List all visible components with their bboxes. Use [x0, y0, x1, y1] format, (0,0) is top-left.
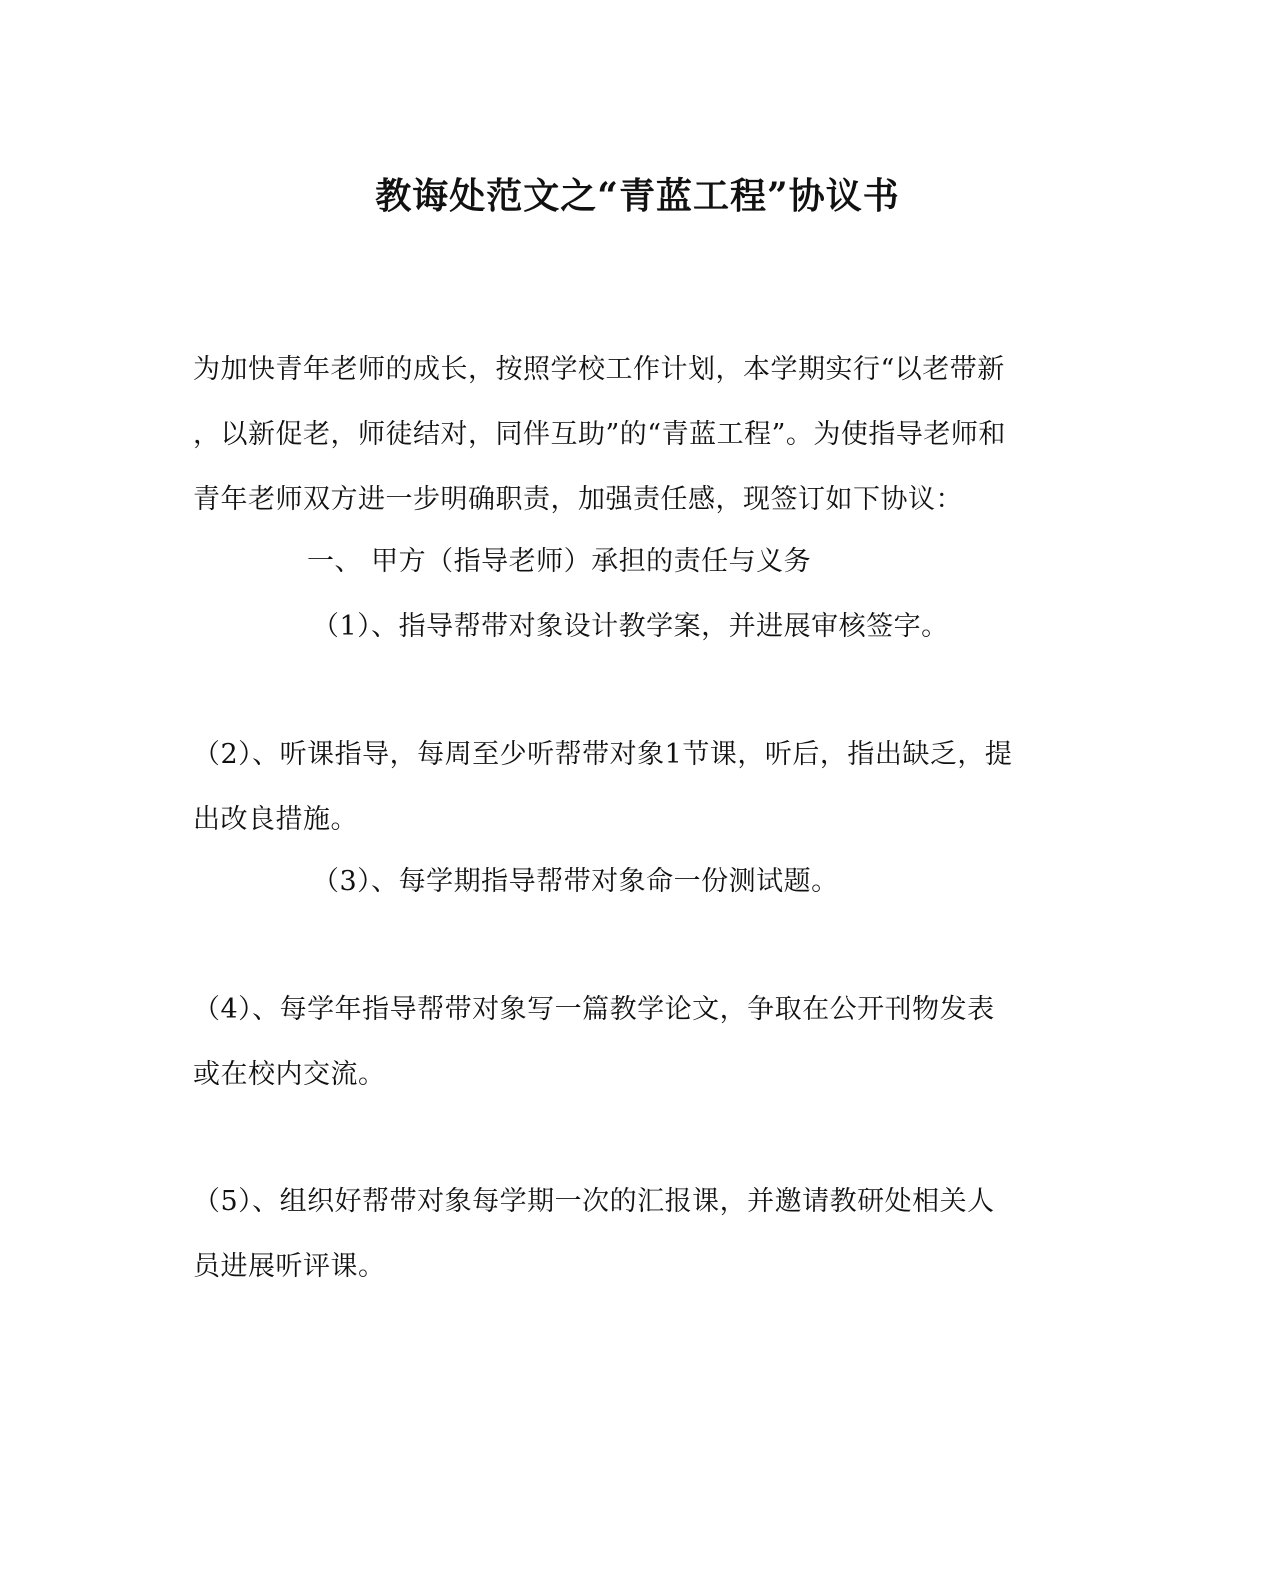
intro-line-2: ，以新促老，师徒结对，同伴互助”的“青蓝工程”。为使指导老师和	[193, 419, 1006, 450]
intro-line-3: 青年老师双方进一步明确职责，加强责任感，现签订如下协议：	[193, 484, 963, 515]
item-2-line-1: （2）、听课指导，每周至少听帮带对象1节课，听后，指出缺乏，提	[193, 739, 1013, 770]
item-2-line-2: 出改良措施。	[193, 804, 358, 835]
item-3-line-1: （3）、每学期指导帮带对象命一份测试题。	[312, 866, 839, 897]
section-heading: 一、 甲方（指导老师）承担的责任与义务	[307, 546, 812, 577]
item-5-line-2: 员进展听评课。	[193, 1251, 386, 1282]
intro-line-1: 为加快青年老师的成长，按照学校工作计划，本学期实行“以老带新	[193, 354, 1005, 385]
document-title: 教诲处范文之“青蓝工程”协议书	[375, 175, 900, 217]
item-4-line-2: 或在校内交流。	[193, 1059, 386, 1090]
item-5-line-1: （5）、组织好帮带对象每学期一次的汇报课，并邀请教研处相关人	[193, 1186, 995, 1217]
item-1-line-1: （1）、指导帮带对象设计教学案，并进展审核签字。	[312, 611, 949, 642]
item-4-line-1: （4）、每学年指导帮带对象写一篇教学论文，争取在公开刊物发表	[193, 994, 995, 1025]
